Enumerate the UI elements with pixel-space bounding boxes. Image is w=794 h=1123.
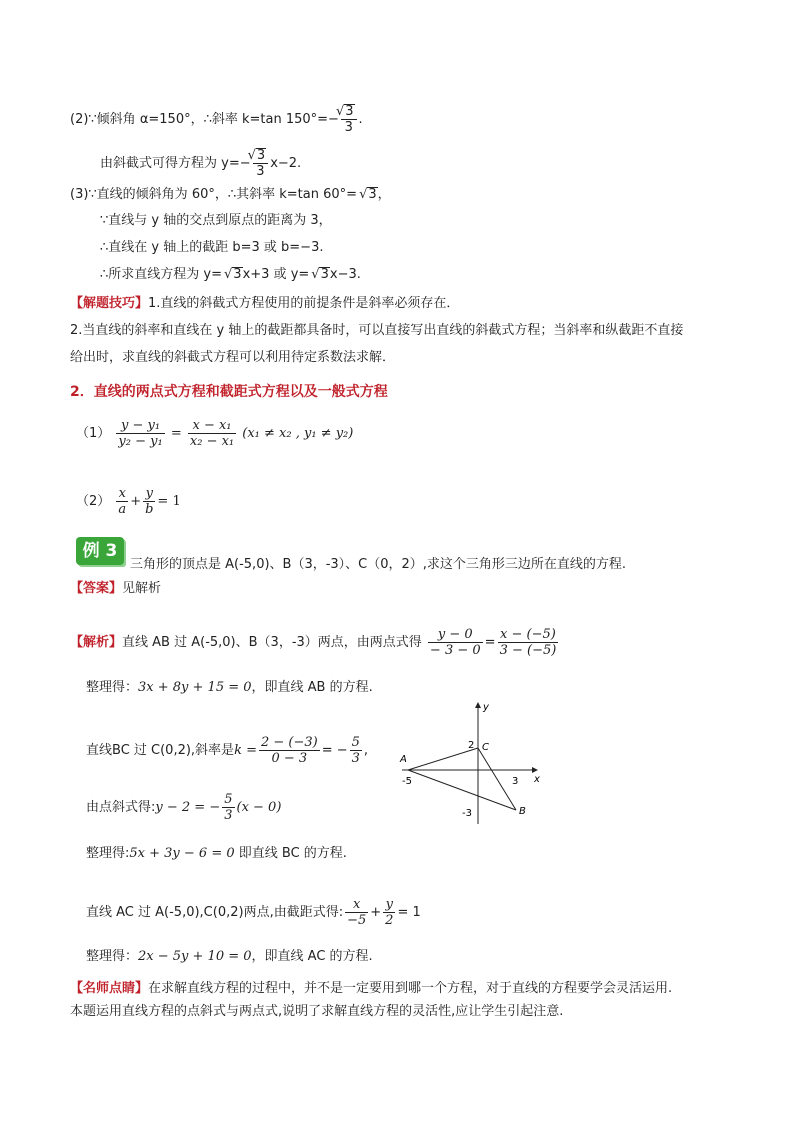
bc-ps-pre: 由点斜式得: (86, 800, 156, 815)
answer-line (70, 580, 161, 598)
f2-den2: b (145, 502, 154, 517)
bc-simplify-post: 即直线 BC 的方程. (238, 846, 347, 861)
f2-den1: a (118, 502, 127, 517)
triangle-figure (396, 698, 546, 828)
part3-l4-sqrt2: √ 3 (319, 267, 330, 282)
part2-line2-post: x−2. (270, 156, 302, 171)
part3-line4 (100, 266, 361, 284)
ac-simplify-pre: 整理得： (86, 949, 139, 964)
ac-simplify-post: ，即直线 AC 的方程. (251, 949, 373, 964)
bc-ps-den: 3 (224, 808, 233, 823)
bc-pre: 直线BC 过 C(0,2),斜率是 (86, 743, 235, 758)
part2-line2-den: 3 (256, 164, 265, 179)
part2-line1 (70, 104, 363, 135)
part3-line1 (70, 186, 391, 204)
f1-left-fraction (116, 418, 164, 449)
part2-fraction (341, 104, 357, 135)
ac-den1: −5 (347, 913, 367, 928)
analysis-tag: 【解析】 (70, 635, 123, 650)
tick-m5-label: -5 (402, 776, 412, 787)
ac-num1: x (345, 897, 368, 913)
formula-two-point (76, 418, 353, 449)
part2-line2-sqrt: √ 3 (256, 148, 267, 163)
y-axis-label: y (483, 702, 489, 713)
x-axis-label: x (534, 774, 540, 785)
section2-title: 2．直线的两点式方程和截距式方程以及一般式方程 (70, 384, 388, 400)
comment-line1 (70, 980, 672, 998)
tick-2-label: 2 (468, 740, 475, 751)
bc-k: k = (234, 743, 257, 758)
ab-left-fraction (428, 627, 483, 658)
point-b-label: B (519, 806, 526, 817)
f2-end: = 1 (157, 494, 181, 509)
part3-l4-mid: x+3 或 y= (242, 267, 310, 282)
ab-simplify-pre: 整理得： (86, 680, 139, 695)
part2-text: (2)∵倾斜角 α=150°，∴斜率 k=tan 150°=− (70, 112, 339, 127)
f2-num1: x (116, 486, 128, 502)
ab-den-r: 3 − (−5) (499, 643, 557, 658)
ac-num2: y (383, 897, 395, 913)
bc-den2: 3 (351, 751, 360, 766)
ac-pre: 直线 AC 过 A(-5,0),C(0,2)两点,由截距式得: (86, 905, 344, 920)
f2-frac2 (143, 486, 155, 517)
f2-plus: + (130, 494, 142, 509)
x-axis-arrow (532, 767, 538, 773)
f2-label: （2） (76, 494, 111, 509)
bc-ps-fraction (222, 792, 234, 823)
bc-fraction2 (350, 735, 362, 766)
f2-frac1 (116, 486, 128, 517)
part3-line2: ∵直线与 y 轴的交点到原点的距离为 3， (100, 213, 332, 228)
ac-frac1 (345, 897, 368, 928)
f1-den-r: x₂ − x₁ (189, 434, 235, 449)
bc-ps-eq1: y − 2 = − (155, 800, 221, 815)
f1-label: （1） (76, 426, 111, 441)
bc-ps-num: 5 (224, 792, 233, 807)
part3-l4-end: x−3. (329, 267, 361, 282)
ab-simplify (86, 679, 373, 697)
part3-line3: ∴直线在 y 轴上的截距 b=3 或 b=−3. (100, 240, 324, 255)
ac-simplify (86, 948, 373, 966)
part3-l1-sqrt: √ 3 (367, 187, 378, 202)
ac-simplify-eq: 2x − 5y + 10 = 0 (138, 949, 252, 964)
ab-den-l: − 3 − 0 (429, 643, 481, 658)
side-ab (408, 770, 519, 810)
example-question: 三角形的顶点是 A(-5,0)、B（3，-3）、C（0，2）,求这个三角形三边所在直线的方程. (130, 557, 627, 572)
part2-line2 (100, 148, 301, 179)
tip-line3: 给出时，求直线的斜截式方程可以利用待定系数法求解． (70, 350, 396, 365)
analysis-line1: 【解析】直线 AB 过 A(-5,0)、B（3，-3）两点，由两点式得 $\frac{y - 0}{- 3 - 0}$ = $\frac{x - (-5)}{3 - (-5)}$ (70, 627, 557, 658)
ac-end: = 1 (397, 905, 421, 920)
tip-tag: 【解题技巧】 (70, 296, 149, 311)
bc-ps-eq2: (x − 0) (236, 800, 282, 815)
bc-eq: = − (321, 743, 348, 758)
ab-simplify-eq: 3x + 8y + 15 = 0 (138, 680, 252, 695)
bc-den: 0 − 3 (271, 751, 308, 766)
y-axis-arrow (475, 702, 481, 708)
ab-right-fraction (498, 627, 559, 658)
side-ac (408, 748, 478, 770)
bc-simplify-pre: 整理得: (86, 846, 130, 861)
tick-m3-label: -3 (462, 808, 472, 819)
ac-frac2 (383, 897, 395, 928)
f1-right-fraction (188, 418, 236, 449)
part2-sqrt: √ 3 (344, 104, 355, 119)
tip-line1 (70, 295, 459, 313)
ac-intercept-line (86, 897, 421, 928)
bc-num: 2 − (−3) (260, 735, 318, 750)
ab-num-l: y − 0 (428, 627, 483, 643)
tick-3-label: 3 (512, 776, 519, 787)
part2-end: . (358, 112, 363, 127)
answer-tag: 【答案】 (70, 581, 123, 596)
example-badge: 例 3 (76, 537, 124, 565)
ac-plus: + (370, 905, 382, 920)
part2-line2-pre: 由斜截式可得方程为 y=− (100, 156, 251, 171)
f1-num-r: x − x₁ (188, 418, 236, 434)
ac-den2: 2 (385, 913, 394, 928)
f2-num2: y (143, 486, 155, 502)
part3-l4-sqrt1: √ 3 (232, 267, 243, 282)
comment-text1: 在求解直线方程的过程中，并不是一定要用到哪一个方程，对于直线的方程要学会灵活运用. (148, 981, 673, 996)
point-a-label: A (400, 754, 407, 765)
bc-point-slope (86, 792, 281, 823)
analysis-text1: 直线 AB 过 A(-5,0)、B（3，-3）两点，由两点式得 (122, 635, 422, 650)
part3-l1-end: ， (377, 187, 391, 202)
tip-text1: 1.直线的斜截式方程使用的前提条件是斜率必须存在． (148, 296, 460, 311)
answer-text: 见解析 (122, 581, 162, 596)
ab-num-r: x − (−5) (498, 627, 559, 643)
comment-tag: 【名师点睛】 (70, 981, 149, 996)
f1-condition: (x₁ ≠ x₂ , y₁ ≠ y₂) (242, 426, 354, 441)
bc-simplify (86, 845, 347, 863)
part2-den: 3 (344, 120, 353, 135)
bc-end: , (363, 743, 369, 758)
point-c-label: C (482, 742, 489, 753)
comment-line2: 本题运用直线方程的点斜式与两点式,说明了求解直线方程的灵活性,应让学生引起注意. (70, 1004, 564, 1019)
formula-intercept (76, 486, 181, 517)
tip-line2: 2.当直线的斜率和直线在 y 轴上的截距都具备时，可以直接写出直线的斜截式方程；当斜率和纵截距不直接 (70, 323, 684, 338)
part3-l4-pre: ∴所求直线方程为 y= (100, 267, 222, 282)
f1-eq: = (170, 426, 182, 441)
ab-simplify-post: ，即直线 AB 的方程. (251, 680, 373, 695)
bc-fraction1 (259, 735, 320, 766)
part2-line2-fraction (253, 148, 269, 179)
part3-l1: (3)∵直线的倾斜角为 60°，∴其斜率 k=tan 60°= (70, 187, 358, 202)
bc-slope-line (86, 735, 368, 766)
side-bc (478, 748, 519, 810)
bc-num2: 5 (351, 735, 360, 750)
f1-den-l: y₂ − y₁ (118, 434, 163, 449)
f1-num-l: y − y₁ (116, 418, 164, 434)
bc-simplify-eq: 5x + 3y − 6 = 0 (129, 846, 235, 861)
